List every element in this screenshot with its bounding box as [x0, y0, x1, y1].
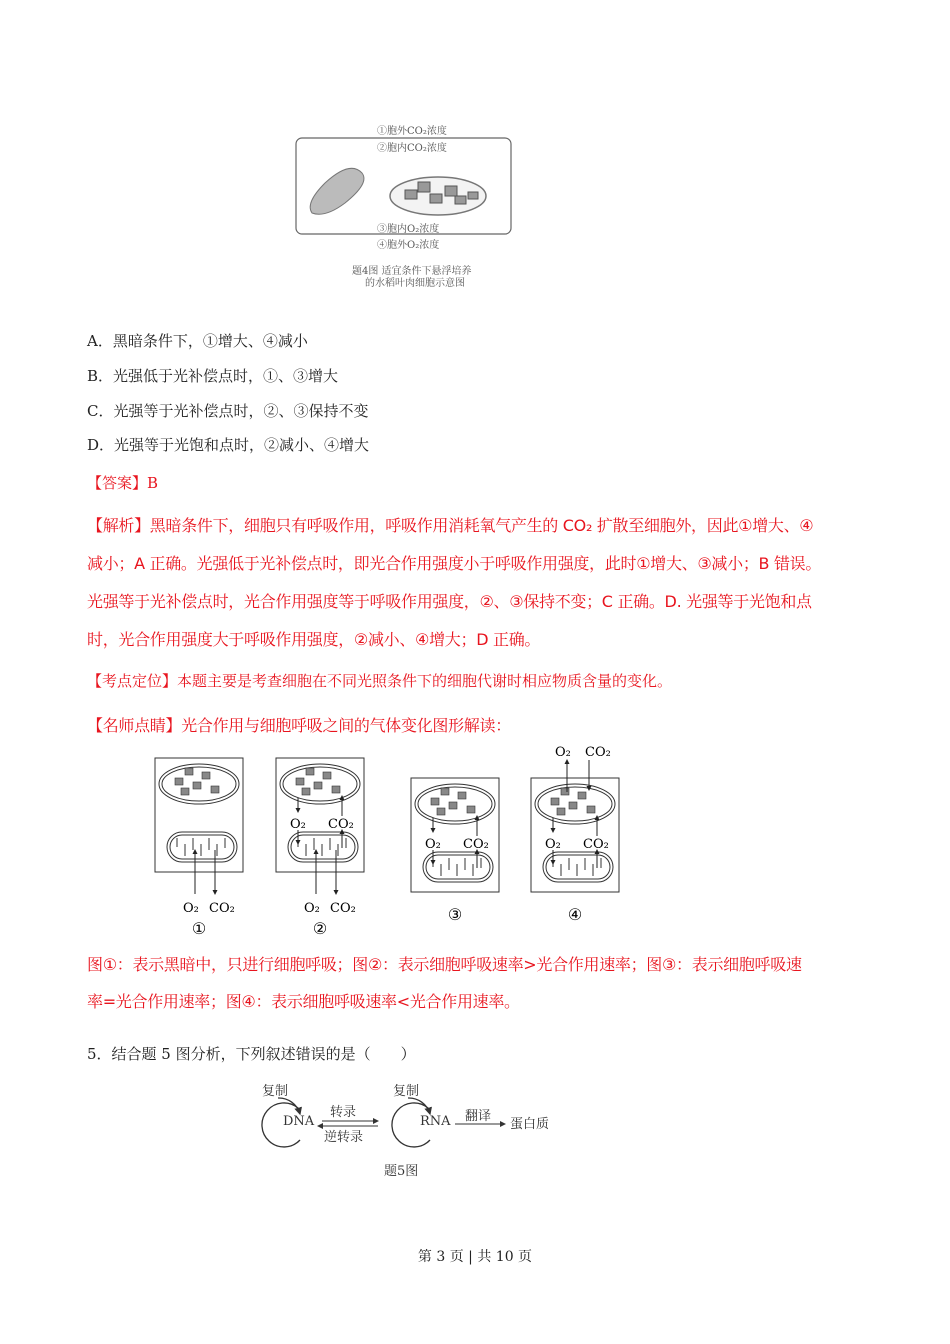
- o2-label: O₂: [425, 837, 441, 852]
- cell-diagram-1: [140, 723, 258, 937]
- protein-label: 蛋白质: [510, 1117, 550, 1132]
- diagram-number: ①: [191, 919, 207, 938]
- page-footer: 第 3 页 | 共 10 页: [417, 1249, 533, 1265]
- o2-label: O₂: [290, 817, 306, 832]
- analysis-line: 减小；A 正确。光强低于光补偿点时，即光合作用强度小于呼吸作用强度，此时①增大、③减小；B 错误。: [87, 554, 822, 573]
- label-extracellular-co2: ①胞外CO₂浓度: [377, 126, 447, 137]
- o2-label: O₂: [545, 837, 561, 852]
- co2-label: CO₂: [583, 837, 609, 852]
- replicate-label: 复制: [262, 1084, 289, 1099]
- option-a: A．黑暗条件下，①增大、④减小: [87, 332, 308, 350]
- teacher-tip: 【名师点睛】光合作用与细胞呼吸之间的气体变化图形解读：: [87, 716, 511, 735]
- co2-label: CO₂: [328, 817, 354, 832]
- diagram-number: ②: [312, 919, 328, 938]
- figure-5-caption: 题5图: [384, 1164, 419, 1179]
- co2-label: CO₂: [209, 901, 235, 916]
- key-point: 【考点定位】本题主要是考查细胞在不同光照条件下的细胞代谢时相应物质含量的变化。: [87, 672, 673, 690]
- analysis-line: 【解析】黑暗条件下，细胞只有呼吸作用，呼吸作用消耗氧气产生的 CO₂ 扩散至细胞外，因此①增大、④: [87, 516, 814, 535]
- translation-label: 翻译: [465, 1109, 492, 1124]
- label-intracellular-co2: ②胞内CO₂浓度: [377, 143, 447, 154]
- option-b: B．光强低于光补偿点时，①、③增大: [87, 367, 339, 385]
- option-c: C．光强等于光补偿点时，②、③保持不变: [87, 402, 369, 420]
- dna-label: DNA: [283, 1114, 315, 1129]
- cell-diagram-3: [396, 743, 514, 957]
- question-5: 5．结合题 5 图分析，下列叙述错误的是（ ）: [87, 1045, 416, 1063]
- transcription-label: 转录: [330, 1105, 357, 1120]
- co2-label: CO₂: [330, 901, 356, 916]
- diagram-explanation: 率=光合作用速率；图④：表示细胞呼吸速率<光合作用速率。: [87, 992, 520, 1011]
- replicate-label: 复制: [393, 1084, 420, 1099]
- label-intracellular-o2: ③胞内O₂浓度: [377, 224, 440, 235]
- cell-diagram-4: [516, 743, 634, 957]
- reverse-transcription-label: 逆转录: [324, 1130, 364, 1145]
- analysis-line: 时，光合作用强度大于呼吸作用强度，②减小、④增大；D 正确。: [87, 630, 541, 649]
- figure-caption-2: 的水稻叶肉细胞示意图: [365, 278, 465, 289]
- o2-label: O₂: [183, 901, 199, 916]
- diagram-number: ④: [567, 905, 583, 924]
- diagram-explanation: 图①：表示黑暗中，只进行细胞呼吸；图②：表示细胞呼吸速率>光合作用速率；图③：表示细胞呼吸速: [87, 955, 802, 974]
- cell-diagram-2: [261, 723, 379, 937]
- analysis-line: 光强等于光补偿点时，光合作用强度等于呼吸作用强度，②、③保持不变；C 正确。D. 光强等于光饱和点: [87, 592, 812, 611]
- label-extracellular-o2: ④胞外O₂浓度: [377, 240, 440, 251]
- o2-label: O₂: [555, 745, 571, 760]
- rna-label: RNA: [420, 1114, 451, 1129]
- diagram-number: ③: [447, 905, 463, 924]
- figure-caption: 题4图 适宜条件下悬浮培养: [352, 266, 472, 277]
- option-d: D．光强等于光饱和点时，②减小、④增大: [87, 436, 370, 454]
- co2-label: CO₂: [463, 837, 489, 852]
- answer: 【答案】B: [87, 474, 159, 492]
- co2-label: CO₂: [585, 745, 611, 760]
- o2-label: O₂: [304, 901, 320, 916]
